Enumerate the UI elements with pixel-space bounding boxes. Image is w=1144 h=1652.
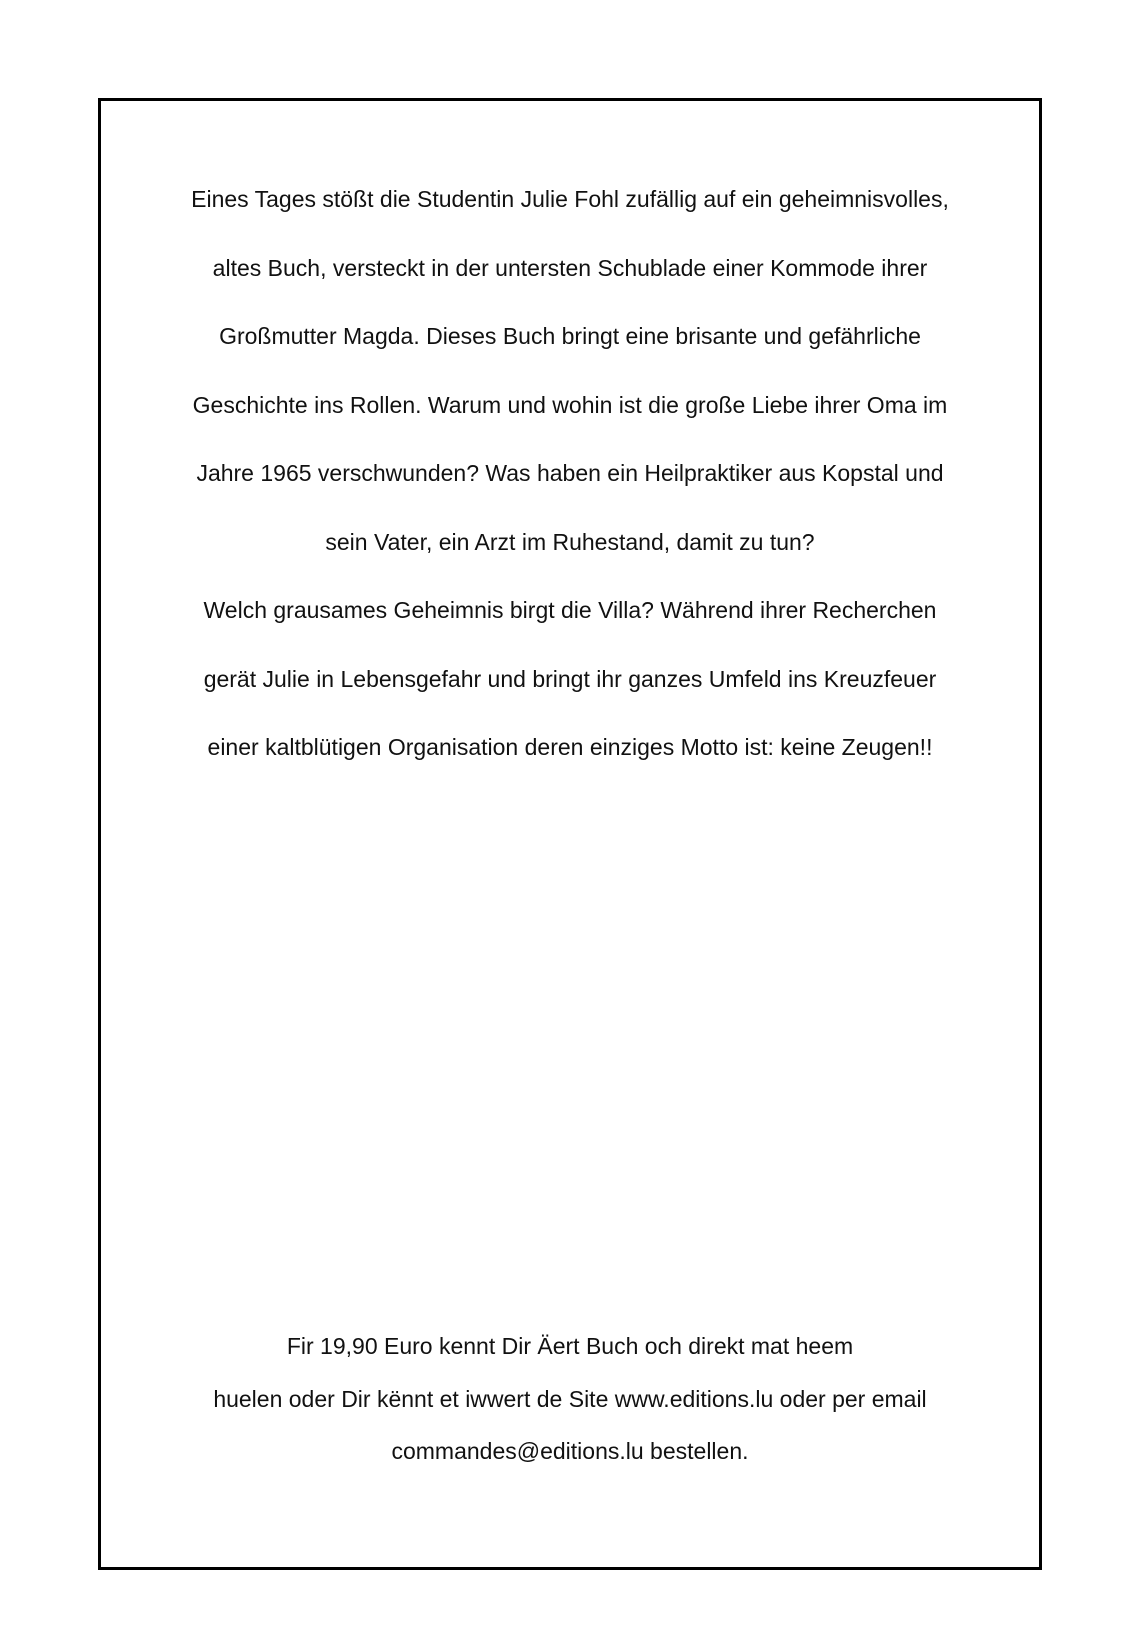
blurb-line: sein Vater, ein Arzt im Ruhestand, damit zu tun?	[325, 528, 815, 555]
page-border-frame	[98, 98, 1042, 1570]
blurb-line: Geschichte ins Rollen. Warum und wohin ist die große Liebe ihrer Oma im	[192, 391, 948, 418]
order-information	[141, 1326, 999, 1484]
blurb-line: einer kaltblütigen Organisation deren einziges Motto ist: keine Zeugen!!	[207, 734, 933, 760]
book-blurb	[141, 179, 999, 796]
blurb-line: altes Buch, versteckt in der untersten Schublade einer Kommode ihrer	[212, 254, 928, 281]
order-line: commandes@editions.lu bestellen.	[391, 1438, 749, 1464]
blurb-line: Eines Tages stößt die Studentin Julie Fohl zufällig auf ein geheimnisvolles,	[191, 186, 949, 212]
order-line: Fir 19,90 Euro kennt Dir Äert Buch och direkt mat heem	[286, 1333, 854, 1359]
blurb-line: gerät Julie in Lebensgefahr und bringt ihr ganzes Umfeld ins Kreuzfeuer	[203, 665, 937, 692]
order-line: huelen oder Dir kënnt et iwwert de Site www.editions.lu oder per email	[213, 1385, 927, 1412]
blurb-line: Jahre 1965 verschwunden? Was haben ein Heilpraktiker aus Kopstal und	[196, 460, 944, 486]
blurb-line: Welch grausames Geheimnis birgt die Villa? Während ihrer Recherchen	[203, 597, 937, 623]
blurb-line: Großmutter Magda. Dieses Buch bringt eine brisante und gefährliche	[219, 323, 921, 349]
